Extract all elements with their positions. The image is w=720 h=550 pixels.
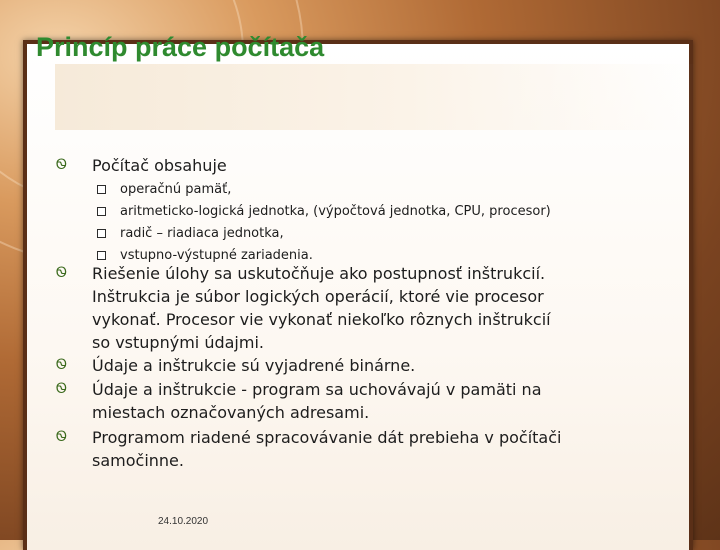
- sub-item-text: radič – riadiaca jednotka,: [120, 225, 284, 241]
- square-bullet-icon: [97, 251, 106, 260]
- sub-list: [97, 178, 551, 266]
- bullet-item: [56, 354, 415, 377]
- ornament-bullet-icon: Ꮻ: [56, 265, 67, 281]
- bullet-item: [56, 262, 551, 354]
- bullet-text: Riešenie úlohy sa uskutočňuje ako postupnosť inštrukcií. Inštrukcia je súbor logických operácií, ktoré vie procesor vykonať. Procesor vie vykonať niekoľko rôznych inštrukcií so vstupnými údajmi.: [92, 264, 551, 352]
- sub-item-text: operačnú pamäť,: [120, 181, 232, 197]
- bullet-text: Údaje a inštrukcie - program sa uchovávajú v pamäti na miestach označovaných adresami.: [92, 380, 542, 422]
- bullet-item: [56, 378, 542, 424]
- sub-list-item: [97, 200, 551, 222]
- sub-list-item: [97, 222, 551, 244]
- ornament-bullet-icon: Ꮻ: [56, 381, 67, 397]
- bullet-item: [56, 426, 561, 472]
- sub-item-text: aritmeticko-logická jednotka, (výpočtová jednotka, CPU, procesor): [120, 203, 551, 219]
- sub-item-text: vstupno-výstupné zariadenia.: [120, 247, 313, 263]
- sub-list-item: [97, 178, 551, 200]
- square-bullet-icon: [97, 185, 106, 194]
- ornament-bullet-icon: Ꮻ: [56, 429, 67, 445]
- square-bullet-icon: [97, 207, 106, 216]
- slide-title: Princíp práce počítača: [36, 32, 325, 62]
- title-band: [55, 64, 695, 130]
- footer-date: 24.10.2020: [158, 516, 209, 527]
- bullet-text: Programom riadené spracovávanie dát prebieha v počítači samočinne.: [92, 428, 562, 470]
- bullet-text: Počítač obsahuje: [92, 156, 227, 175]
- bullet-item: [56, 154, 227, 177]
- ornament-bullet-icon: Ꮻ: [56, 357, 67, 373]
- bullet-text: Údaje a inštrukcie sú vyjadrené binárne.: [92, 356, 416, 375]
- ornament-bullet-icon: Ꮻ: [56, 157, 67, 173]
- square-bullet-icon: [97, 229, 106, 238]
